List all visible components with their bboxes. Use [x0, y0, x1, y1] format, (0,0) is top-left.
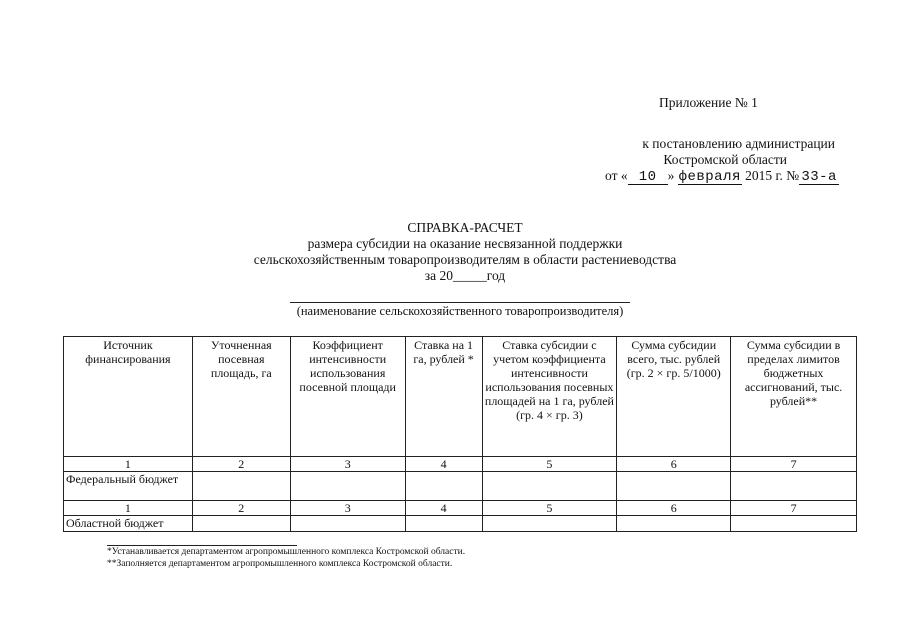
- subsidy-calculation-table: [63, 336, 857, 532]
- header-intensity-coefficient: Коэффициент интенсивности использования посевной площади: [290, 337, 405, 457]
- table-header-row: [64, 337, 857, 457]
- decree-line-2: Костромской области: [663, 152, 787, 167]
- column-number: 4: [405, 457, 482, 472]
- decree-date-line: [605, 168, 835, 185]
- header-total-subsidy: Сумма субсидии всего, тыс. рублей (гр. 2 × гр. 5/1000): [617, 337, 731, 457]
- column-number: 2: [192, 501, 290, 516]
- header-funding-source: Источник финансирования: [64, 337, 193, 457]
- title-line-2: размера субсидии на оказание несвязанной поддержки: [307, 236, 623, 251]
- footnote-2: **Заполняется департаментом агропромышленного комплекса Костромской области.: [107, 559, 453, 569]
- decree-line-1: к постановлению администрации: [642, 136, 835, 151]
- decree-day: 10: [628, 171, 668, 185]
- footnote-1: *Устанавливается департаментом агропромышленного комплекса Костромской области.: [107, 547, 466, 557]
- header-sown-area: Уточненная посевная площадь, га: [192, 337, 290, 457]
- decree-year: 2015 г. №: [745, 168, 800, 183]
- table-cell: [192, 472, 290, 501]
- decree-date-mid: »: [667, 168, 675, 183]
- column-number: 1: [64, 501, 193, 516]
- table-cell: [731, 516, 857, 532]
- column-number: 5: [482, 501, 617, 516]
- table-cell: [482, 472, 617, 501]
- row-label-federal-budget: Федеральный бюджет: [64, 472, 193, 501]
- footnote-divider: [107, 545, 297, 546]
- column-number: 6: [617, 501, 731, 516]
- column-number: 3: [290, 501, 405, 516]
- header-rate-per-ha: Ставка на 1 га, рублей *: [405, 337, 482, 457]
- table-cell: [731, 472, 857, 501]
- annex-label: Приложение № 1: [659, 95, 758, 110]
- column-number: 4: [405, 501, 482, 516]
- column-number: 7: [731, 501, 857, 516]
- table-cell: [192, 516, 290, 532]
- decree-date-prefix: от «: [605, 168, 628, 183]
- title-line-3: сельскохозяйственным товаропроизводителям в области растениеводства: [253, 252, 677, 267]
- table-cell: [290, 472, 405, 501]
- column-number: 3: [290, 457, 405, 472]
- header-subsidy-within-limits: Сумма субсидии в пределах лимитов бюджетных ассигнований, тыс. рублей**: [731, 337, 857, 457]
- table-column-numbers-row: [64, 501, 857, 516]
- table-row: [64, 472, 857, 501]
- table-cell: [405, 516, 482, 532]
- column-number: 2: [192, 457, 290, 472]
- column-number: 6: [617, 457, 731, 472]
- decree-month: февраля: [678, 169, 741, 185]
- title-line-1: СПРАВКА-РАСЧЕТ: [407, 220, 523, 235]
- table-column-numbers-row: [64, 457, 857, 472]
- column-number: 7: [731, 457, 857, 472]
- table-row: [64, 516, 857, 532]
- decree-reference: [605, 136, 835, 185]
- column-number: 5: [482, 457, 617, 472]
- row-label-regional-budget: Областной бюджет: [64, 516, 193, 532]
- table-cell: [405, 472, 482, 501]
- title-line-4: за 20_____год: [424, 268, 506, 283]
- document-title: [190, 220, 740, 284]
- decree-number: 33-а: [799, 171, 839, 185]
- table-cell: [482, 516, 617, 532]
- table-cell: [617, 472, 731, 501]
- producer-name-caption: (наименование сельскохозяйственного товаропроизводителя): [290, 302, 630, 319]
- column-number: 1: [64, 457, 193, 472]
- header-adjusted-rate: Ставка субсидии с учетом коэффициента интенсивности использования посевных площадей на 1 га, рублей (гр. 4 × гр. 3): [482, 337, 617, 457]
- table-cell: [617, 516, 731, 532]
- table-cell: [290, 516, 405, 532]
